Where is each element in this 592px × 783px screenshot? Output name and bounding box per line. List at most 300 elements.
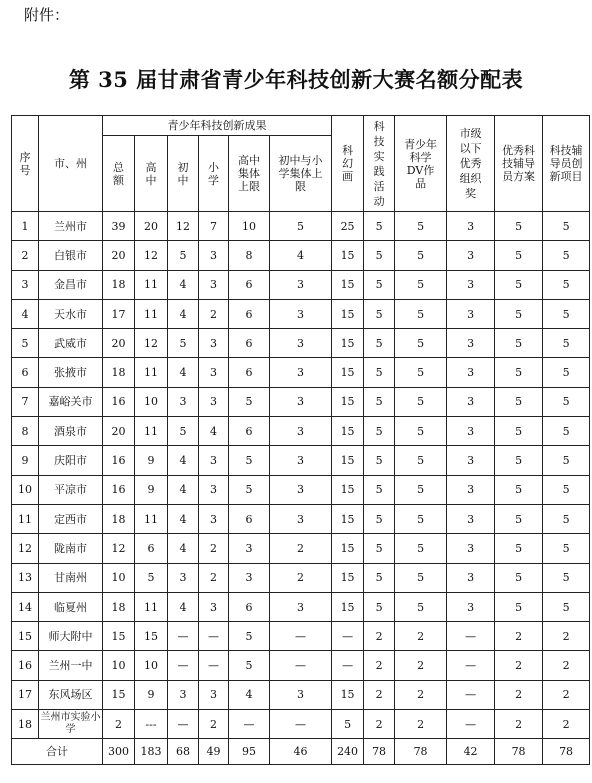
quota-table	[11, 115, 590, 765]
quota-cell: —	[199, 651, 229, 680]
city-name-cell: 酒泉市	[39, 417, 103, 446]
quota-cell: 3	[270, 299, 332, 328]
totals-cell: 78	[395, 739, 447, 765]
quota-cell: 39	[103, 212, 135, 241]
quota-cell: 2	[543, 710, 590, 739]
quota-cell: —	[270, 651, 332, 680]
quota-cell: 2	[395, 622, 447, 651]
table-row	[12, 358, 590, 387]
quota-cell: 12	[135, 241, 168, 270]
quota-cell: 5	[395, 241, 447, 270]
row-number-cell: 17	[12, 680, 39, 709]
table-row	[12, 417, 590, 446]
quota-cell: 5	[395, 563, 447, 592]
quota-cell: 3	[270, 592, 332, 621]
quota-cell: 3	[199, 504, 229, 533]
row-number-cell: 8	[12, 417, 39, 446]
quota-cell: 3	[270, 446, 332, 475]
quota-cell: 11	[135, 417, 168, 446]
quota-cell: 5	[395, 475, 447, 504]
quota-cell: 5	[395, 358, 447, 387]
quota-cell: 20	[103, 417, 135, 446]
quota-cell: 4	[270, 241, 332, 270]
quota-cell: 6	[229, 358, 270, 387]
quota-cell: 15	[332, 387, 364, 416]
totals-cell: 42	[447, 739, 495, 765]
attachment-label: 附件：	[24, 6, 70, 24]
quota-cell: 3	[447, 504, 495, 533]
quota-cell: 2	[543, 651, 590, 680]
quota-cell: 9	[135, 680, 168, 709]
quota-cell: 2	[199, 563, 229, 592]
quota-cell: 5	[395, 299, 447, 328]
quota-cell: 2	[364, 680, 395, 709]
totals-cell: 46	[270, 739, 332, 765]
quota-cell: —	[168, 622, 199, 651]
table-row	[12, 212, 590, 241]
quota-cell: 5	[495, 387, 543, 416]
quota-cell: 5	[543, 358, 590, 387]
row-number-cell: 15	[12, 622, 39, 651]
table-row	[12, 563, 590, 592]
totals-cell: 78	[543, 739, 590, 765]
quota-cell: 3	[447, 475, 495, 504]
quota-cell: 2	[495, 710, 543, 739]
quota-cell: 18	[103, 270, 135, 299]
quota-cell: 5	[332, 710, 364, 739]
quota-cell: 5	[229, 622, 270, 651]
quota-cell: 2	[364, 622, 395, 651]
quota-cell: 3	[447, 329, 495, 358]
quota-cell: 15	[332, 270, 364, 299]
row-number-cell: 14	[12, 592, 39, 621]
quota-cell: 4	[168, 504, 199, 533]
quota-cell: 2	[364, 651, 395, 680]
quota-cell: 15	[332, 241, 364, 270]
quota-cell: 5	[495, 446, 543, 475]
header-org: 市级以下优秀组织奖	[447, 116, 495, 212]
quota-cell: 15	[332, 358, 364, 387]
quota-cell: 5	[543, 475, 590, 504]
quota-cell: 12	[168, 212, 199, 241]
quota-cell: 20	[135, 212, 168, 241]
quota-cell: 5	[543, 212, 590, 241]
quota-cell: 15	[332, 446, 364, 475]
header-high: 高中	[135, 136, 168, 212]
quota-cell: 5	[543, 270, 590, 299]
table-row	[12, 534, 590, 563]
quota-cell: 12	[135, 329, 168, 358]
quota-cell: 6	[229, 417, 270, 446]
city-name-cell: 张掖市	[39, 358, 103, 387]
quota-cell: 4	[168, 475, 199, 504]
quota-cell: 5	[168, 417, 199, 446]
quota-cell: 3	[270, 417, 332, 446]
quota-cell: 5	[395, 212, 447, 241]
quota-cell: —	[199, 622, 229, 651]
quota-cell: —	[270, 710, 332, 739]
quota-cell: 3	[447, 299, 495, 328]
table-row	[12, 710, 590, 739]
totals-cell: 300	[103, 739, 135, 765]
quota-cell: 15	[332, 563, 364, 592]
quota-cell: 15	[332, 329, 364, 358]
quota-cell: 17	[103, 299, 135, 328]
quota-cell: 3	[447, 592, 495, 621]
quota-cell: 5	[168, 329, 199, 358]
quota-cell: 5	[395, 534, 447, 563]
header-scifi: 科幻画	[332, 116, 364, 212]
quota-cell: 5	[543, 563, 590, 592]
quota-cell: 18	[103, 504, 135, 533]
quota-cell: 15	[135, 622, 168, 651]
quota-cell: 11	[135, 270, 168, 299]
table-row	[12, 622, 590, 651]
quota-cell: 5	[543, 592, 590, 621]
quota-cell: 5	[168, 241, 199, 270]
quota-cell: 5	[364, 387, 395, 416]
totals-cell: 240	[332, 739, 364, 765]
header-city: 市、州	[39, 116, 103, 212]
quota-cell: 16	[103, 446, 135, 475]
quota-cell: 5	[364, 212, 395, 241]
row-number-cell: 1	[12, 212, 39, 241]
quota-cell: 6	[229, 504, 270, 533]
quota-cell: —	[168, 710, 199, 739]
quota-cell: 6	[229, 270, 270, 299]
header-total: 总额	[103, 136, 135, 212]
quota-cell: 11	[135, 299, 168, 328]
quota-cell: 5	[364, 534, 395, 563]
quota-cell: 3	[447, 417, 495, 446]
header-plan: 优秀科技辅导员方案	[495, 116, 543, 212]
quota-cell: 3	[199, 270, 229, 299]
quota-cell: 15	[332, 534, 364, 563]
quota-cell: —	[332, 622, 364, 651]
quota-cell: 3	[199, 446, 229, 475]
row-number-cell: 18	[12, 710, 39, 739]
quota-cell: 5	[495, 563, 543, 592]
quota-cell: 5	[395, 417, 447, 446]
city-name-cell: 兰州市	[39, 212, 103, 241]
quota-cell: 3	[168, 563, 199, 592]
quota-cell: 3	[447, 241, 495, 270]
quota-cell: —	[270, 622, 332, 651]
quota-cell: 2	[103, 710, 135, 739]
quota-cell: 2	[495, 622, 543, 651]
city-name-cell: 东风场区	[39, 680, 103, 709]
table-row	[12, 329, 590, 358]
quota-cell: 3	[229, 563, 270, 592]
quota-cell: 5	[543, 329, 590, 358]
city-name-cell: 兰州一中	[39, 651, 103, 680]
table-row	[12, 651, 590, 680]
quota-cell: 3	[199, 387, 229, 416]
quota-cell: 3	[168, 387, 199, 416]
quota-cell: 3	[447, 387, 495, 416]
quota-cell: 2	[543, 622, 590, 651]
quota-cell: 2	[495, 651, 543, 680]
quota-cell: 4	[168, 592, 199, 621]
quota-cell: 10	[103, 563, 135, 592]
quota-cell: 5	[395, 446, 447, 475]
quota-cell: 3	[270, 270, 332, 299]
quota-cell: 4	[199, 417, 229, 446]
quota-cell: 5	[395, 329, 447, 358]
quota-cell: 6	[229, 299, 270, 328]
row-number-cell: 4	[12, 299, 39, 328]
quota-cell: 3	[447, 358, 495, 387]
quota-cell: 8	[229, 241, 270, 270]
quota-cell: —	[447, 651, 495, 680]
quota-cell: 5	[495, 475, 543, 504]
quota-cell: 5	[364, 446, 395, 475]
row-number-cell: 7	[12, 387, 39, 416]
quota-cell: —	[229, 710, 270, 739]
quota-cell: 5	[135, 563, 168, 592]
quota-cell: 7	[199, 212, 229, 241]
city-name-cell: 定西市	[39, 504, 103, 533]
quota-cell: 5	[543, 387, 590, 416]
city-name-cell: 甘南州	[39, 563, 103, 592]
quota-cell: 5	[364, 270, 395, 299]
city-name-cell: 嘉峪关市	[39, 387, 103, 416]
quota-cell: 3	[447, 534, 495, 563]
page-title: 第 35 届甘肃省青少年科技创新大赛名额分配表	[68, 67, 524, 92]
quota-cell: —	[447, 622, 495, 651]
totals-cell: 183	[135, 739, 168, 765]
quota-cell: 5	[364, 358, 395, 387]
quota-cell: 3	[199, 475, 229, 504]
quota-cell: 4	[168, 270, 199, 299]
city-name-cell: 临夏州	[39, 592, 103, 621]
city-name-cell: 武威市	[39, 329, 103, 358]
quota-cell: —	[447, 710, 495, 739]
quota-cell: 5	[364, 563, 395, 592]
totals-cell: 78	[495, 739, 543, 765]
quota-cell: 6	[229, 329, 270, 358]
quota-cell: 3	[447, 270, 495, 299]
quota-cell: 3	[199, 592, 229, 621]
row-number-cell: 6	[12, 358, 39, 387]
quota-cell: 3	[168, 680, 199, 709]
totals-cell: 68	[168, 739, 199, 765]
city-name-cell: 陇南市	[39, 534, 103, 563]
quota-cell: —	[168, 651, 199, 680]
quota-cell: 4	[168, 534, 199, 563]
quota-cell: 5	[543, 241, 590, 270]
totals-cell: 78	[364, 739, 395, 765]
quota-cell: 2	[270, 563, 332, 592]
quota-cell: 2	[543, 680, 590, 709]
quota-cell: —	[447, 680, 495, 709]
quota-cell: 5	[364, 417, 395, 446]
quota-cell: 5	[495, 299, 543, 328]
quota-cell: 15	[332, 504, 364, 533]
quota-cell: 18	[103, 592, 135, 621]
city-name-cell: 庆阳市	[39, 446, 103, 475]
quota-cell: 3	[270, 387, 332, 416]
quota-cell: 3	[447, 446, 495, 475]
city-name-cell: 平凉市	[39, 475, 103, 504]
quota-cell: 5	[229, 446, 270, 475]
quota-cell: 5	[495, 270, 543, 299]
quota-cell: 3	[199, 680, 229, 709]
quota-cell: 5	[229, 651, 270, 680]
quota-cell: 3	[270, 475, 332, 504]
quota-cell: 3	[199, 241, 229, 270]
quota-cell: 2	[395, 680, 447, 709]
quota-cell: ---	[135, 710, 168, 739]
quota-cell: 15	[332, 475, 364, 504]
quota-cell: 20	[103, 241, 135, 270]
row-number-cell: 9	[12, 446, 39, 475]
quota-cell: 10	[135, 387, 168, 416]
quota-cell: 9	[135, 475, 168, 504]
table-row	[12, 504, 590, 533]
table-row	[12, 270, 590, 299]
table-row	[12, 387, 590, 416]
quota-cell: —	[332, 651, 364, 680]
quota-cell: 5	[364, 329, 395, 358]
city-name-cell: 兰州市实验小学	[39, 710, 103, 739]
quota-cell: 3	[447, 563, 495, 592]
quota-cell: 5	[229, 475, 270, 504]
quota-cell: 2	[199, 534, 229, 563]
quota-cell: 5	[495, 592, 543, 621]
quota-cell: 11	[135, 592, 168, 621]
row-number-cell: 12	[12, 534, 39, 563]
header-innov: 科技辅导员创新项目	[543, 116, 590, 212]
quota-cell: 10	[103, 651, 135, 680]
row-number-cell: 2	[12, 241, 39, 270]
quota-cell: 5	[364, 241, 395, 270]
quota-cell: 5	[543, 299, 590, 328]
quota-cell: 5	[270, 212, 332, 241]
quota-cell: 3	[447, 212, 495, 241]
quota-cell: 2	[395, 710, 447, 739]
quota-cell: 12	[103, 534, 135, 563]
quota-cell: 5	[364, 475, 395, 504]
quota-cell: 4	[229, 680, 270, 709]
quota-cell: 6	[135, 534, 168, 563]
quota-cell: 10	[135, 651, 168, 680]
row-number-cell: 10	[12, 475, 39, 504]
quota-cell: 5	[364, 504, 395, 533]
quota-cell: 5	[495, 504, 543, 533]
header-high-group: 高中集体上限	[229, 136, 270, 212]
header-seq: 序号	[12, 116, 39, 212]
city-name-cell: 天水市	[39, 299, 103, 328]
row-number-cell: 13	[12, 563, 39, 592]
city-name-cell: 师大附中	[39, 622, 103, 651]
totals-cell: 49	[199, 739, 229, 765]
quota-cell: 5	[229, 387, 270, 416]
quota-cell: 2	[495, 680, 543, 709]
table-row	[12, 446, 590, 475]
quota-cell: 15	[103, 622, 135, 651]
quota-cell: 2	[270, 534, 332, 563]
quota-cell: 4	[168, 358, 199, 387]
quota-cell: 15	[332, 680, 364, 709]
header-primary: 小学	[199, 136, 229, 212]
quota-cell: 5	[395, 387, 447, 416]
table-row	[12, 680, 590, 709]
quota-cell: 10	[229, 212, 270, 241]
header-dv: 青少年科学DV作品	[395, 116, 447, 212]
quota-cell: 5	[395, 592, 447, 621]
quota-cell: 4	[168, 299, 199, 328]
totals-cell: 95	[229, 739, 270, 765]
quota-cell: 3	[199, 329, 229, 358]
quota-cell: 5	[364, 299, 395, 328]
quota-cell: 5	[495, 212, 543, 241]
quota-cell: 5	[495, 358, 543, 387]
table-row	[12, 299, 590, 328]
quota-cell: 4	[168, 446, 199, 475]
quota-cell: 2	[199, 299, 229, 328]
quota-cell: 11	[135, 504, 168, 533]
quota-cell: 5	[543, 534, 590, 563]
header-mid-pri-group: 初中与小学集体上限	[270, 136, 332, 212]
quota-cell: 5	[495, 241, 543, 270]
header-practice: 科技实践活动	[364, 116, 395, 212]
header-middle: 初中	[168, 136, 199, 212]
quota-cell: 11	[135, 358, 168, 387]
totals-row	[12, 739, 590, 765]
quota-cell: 2	[364, 710, 395, 739]
city-name-cell: 金昌市	[39, 270, 103, 299]
row-number-cell: 11	[12, 504, 39, 533]
city-name-cell: 白银市	[39, 241, 103, 270]
quota-cell: 5	[395, 504, 447, 533]
quota-cell: 3	[270, 680, 332, 709]
quota-cell: 15	[103, 680, 135, 709]
quota-cell: 9	[135, 446, 168, 475]
quota-cell: 16	[103, 387, 135, 416]
quota-cell: 20	[103, 329, 135, 358]
quota-cell: 3	[270, 329, 332, 358]
quota-cell: 15	[332, 417, 364, 446]
quota-cell: 5	[543, 446, 590, 475]
quota-cell: 2	[199, 710, 229, 739]
quota-cell: 3	[229, 534, 270, 563]
quota-cell: 5	[543, 417, 590, 446]
quota-cell: 3	[270, 358, 332, 387]
quota-cell: 5	[364, 592, 395, 621]
quota-cell: 2	[395, 651, 447, 680]
row-number-cell: 16	[12, 651, 39, 680]
quota-cell: 18	[103, 358, 135, 387]
quota-cell: 5	[495, 329, 543, 358]
totals-label: 合计	[12, 739, 103, 765]
quota-cell: 16	[103, 475, 135, 504]
quota-cell: 25	[332, 212, 364, 241]
quota-cell: 15	[332, 299, 364, 328]
quota-cell: 5	[495, 534, 543, 563]
quota-cell: 5	[543, 504, 590, 533]
quota-cell: 3	[199, 358, 229, 387]
quota-cell: 3	[270, 504, 332, 533]
quota-cell: 15	[332, 592, 364, 621]
row-number-cell: 5	[12, 329, 39, 358]
quota-cell: 5	[495, 417, 543, 446]
table-row	[12, 475, 590, 504]
quota-cell: 6	[229, 592, 270, 621]
table-row	[12, 592, 590, 621]
quota-cell: 5	[395, 270, 447, 299]
header-innovation-group: 青少年科技创新成果	[103, 116, 332, 136]
